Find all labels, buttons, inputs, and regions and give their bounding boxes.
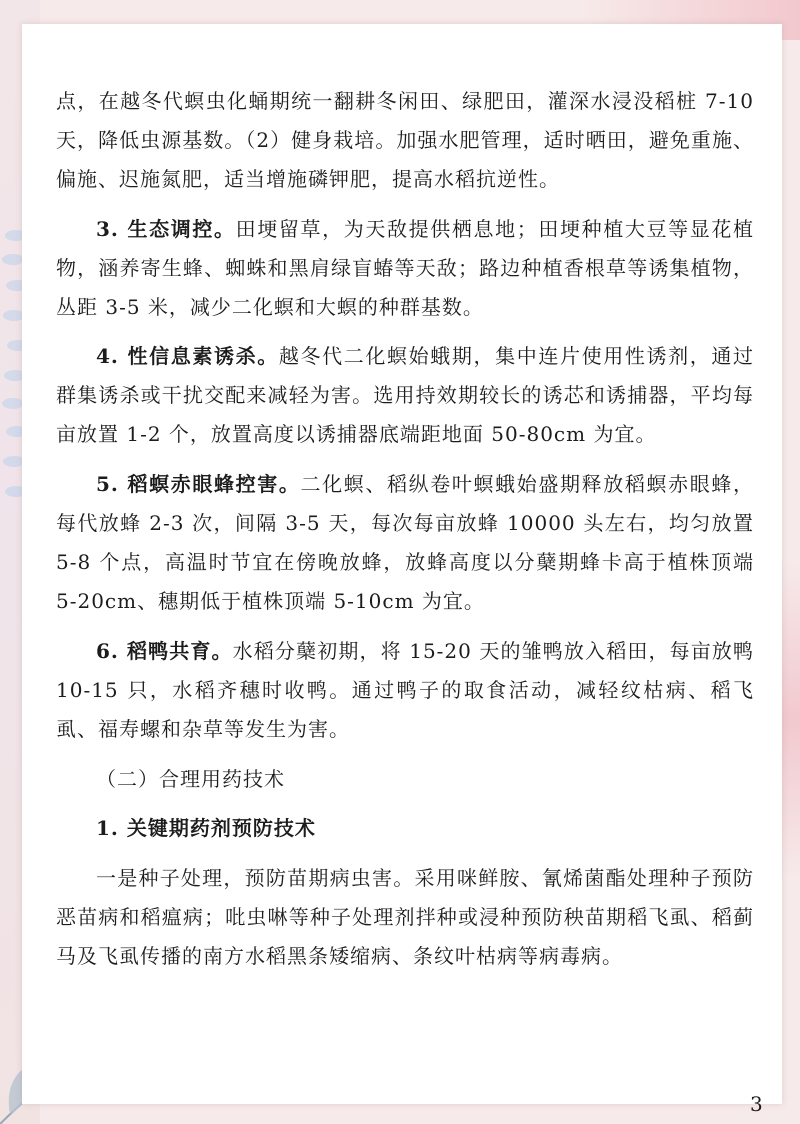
page-number: 3 <box>750 1092 763 1116</box>
paragraph-ecological-control <box>56 210 754 327</box>
item-heading: 6. 稻鸭共育。 <box>96 638 233 663</box>
paragraph-rice-duck <box>56 632 754 749</box>
item-text: 水稻分蘖初期，将 15-20 天的雏鸭放入稻田，每亩放鸭 10-15 只，水稻齐穗时收鸭。通过鸭子的取食活动，减轻纹枯病、稻飞虱、福寿螺和杂草等发生为害。 <box>56 638 754 741</box>
item-heading: 5. 稻螟赤眼蜂控害。 <box>96 472 301 497</box>
item-text: 田埂留草，为天敌提供栖息地；田埂种植大豆等显花植物，涵养寄生蜂、蜘蛛和黑肩绿盲蝽等天敌；路边种植香根草等诱集植物，丛距 3-5 米，减少二化螟和大螟的种群基数。 <box>56 216 755 319</box>
subsection-heading: 1. 关键期药剂预防技术 <box>96 816 316 841</box>
paragraph-seed-treatment: 一是种子处理，预防苗期病虫害。采用咪鲜胺、氰烯菌酯处理种子预防恶苗病和稻瘟病；吡虫啉等种子处理剂拌种或浸种预防秧苗期稻飞虱、稻蓟马及飞虱传播的南方水稻黑条矮缩病、条纹叶枯病等病毒病。 <box>56 866 754 969</box>
item-text: 越冬代二化螟始蛾期，集中连片使用性诱剂，通过群集诱杀或干扰交配来减轻为害。选用持效期较长的诱芯和诱捕器，平均每亩放置 1-2 个，放置高度以诱捕器底端距地面 50-80cm 为宜。 <box>56 344 755 447</box>
paragraph-pheromone-trapping <box>56 337 754 454</box>
document-page <box>22 24 782 1116</box>
page-content <box>56 82 754 987</box>
paragraph-trichogramma <box>56 465 754 621</box>
item-heading: 3. 生态调控。 <box>96 216 236 241</box>
paragraph-continuation: 点，在越冬代螟虫化蛹期统一翻耕冬闲田、绿肥田，灌深水浸没稻桩 7-10 天，降低虫源基数。（2）健身栽培。加强水肥管理，适时晒田，避免重施、偏施、迟施氮肥，适当增施磷钾肥，提高水稻抗逆性。 <box>56 89 754 191</box>
item-heading: 4. 性信息素诱杀。 <box>96 344 279 369</box>
item-text: 二化螟、稻纵卷叶螟蛾始盛期释放稻螟赤眼蜂，每代放蜂 2-3 次，间隔 3-5 天，每次每亩放蜂 10000 头左右，均匀放置 5-8 个点，高温时节宜在傍晚放蜂，放蜂高度以分蘖期蜂卡高于植株顶端 5-20cm、穗期低于植株顶端 5-10cm 为宜。 <box>56 472 755 613</box>
section-heading: （二）合理用药技术 <box>96 766 285 791</box>
